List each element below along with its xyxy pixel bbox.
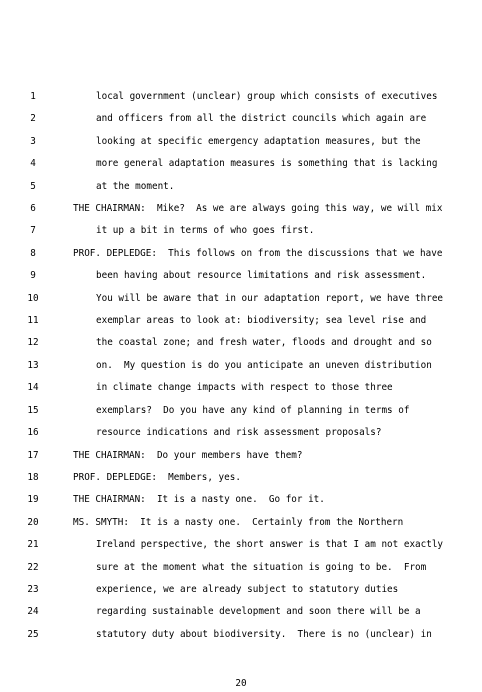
line-text: THE CHAIRMAN: It is a nasty one. Go for it.	[73, 494, 325, 506]
line-number: 24	[27, 606, 39, 618]
line-text: looking at specific emergency adaptation measures, but the	[96, 135, 421, 147]
line-number: 19	[27, 494, 39, 506]
transcript-line	[0, 380, 482, 402]
line-number: 15	[27, 404, 39, 416]
line-text: sure at the moment what the situation is going to be. From	[96, 561, 427, 573]
line-number: 10	[27, 292, 39, 304]
line-number: 21	[27, 539, 39, 551]
transcript-line	[0, 560, 482, 582]
line-number: 14	[27, 382, 39, 394]
line-number: 23	[27, 583, 39, 595]
page-number: 20	[235, 678, 247, 689]
line-text: on. My question is do you anticipate an uneven distribution	[96, 359, 432, 371]
transcript-line	[0, 156, 482, 178]
line-text: regarding sustainable development and soon there will be a	[96, 606, 421, 618]
line-text: and officers from all the district councils which again are	[96, 113, 427, 125]
line-number: 13	[27, 359, 39, 371]
line-number: 3	[30, 135, 36, 147]
line-number: 20	[27, 516, 39, 528]
line-text: Ireland perspective, the short answer is that I am not exactly	[96, 539, 444, 551]
transcript-line	[0, 515, 482, 537]
line-number: 16	[27, 427, 39, 439]
line-text: THE CHAIRMAN: Do your members have them?	[73, 449, 303, 461]
line-text: PROF. DEPLEDGE: Members, yes.	[73, 471, 241, 483]
line-number: 8	[30, 247, 36, 259]
transcript-line	[0, 627, 482, 649]
transcript-line	[0, 448, 482, 470]
line-text: been having about resource limitations and risk assessment.	[96, 270, 427, 282]
transcript-line	[0, 223, 482, 245]
line-number: 12	[27, 337, 39, 349]
transcript-line	[0, 111, 482, 133]
transcript-line	[0, 604, 482, 626]
transcript-line	[0, 470, 482, 492]
transcript-line	[0, 403, 482, 425]
line-text: THE CHAIRMAN: Mike? As we are always going this way, we will mix	[73, 203, 443, 215]
line-text: exemplar areas to look at: biodiversity; sea level rise and	[96, 315, 427, 327]
line-number: 6	[30, 203, 36, 215]
transcript-line	[0, 134, 482, 156]
transcript-line	[0, 492, 482, 514]
line-number: 7	[30, 225, 36, 237]
line-text: more general adaptation measures is something that is lacking	[96, 158, 438, 170]
transcript-line	[0, 537, 482, 559]
transcript-line	[0, 313, 482, 335]
transcript-lines	[0, 89, 482, 649]
transcript-line	[0, 291, 482, 313]
line-text: resource indications and risk assessment proposals?	[96, 427, 382, 439]
transcript-line	[0, 246, 482, 268]
line-text: You will be aware that in our adaptation report, we have three	[96, 292, 444, 304]
line-number: 4	[30, 158, 36, 170]
transcript-line	[0, 201, 482, 223]
line-text: experience, we are already subject to statutory duties	[96, 583, 399, 595]
line-text: it up a bit in terms of who goes first.	[96, 225, 315, 237]
line-number: 17	[27, 449, 39, 461]
transcript-line	[0, 89, 482, 111]
line-number: 9	[30, 270, 36, 282]
line-text: at the moment.	[96, 180, 175, 192]
line-number: 11	[27, 315, 39, 327]
transcript-line	[0, 268, 482, 290]
line-text: the coastal zone; and fresh water, floods and drought and so	[96, 337, 432, 349]
transcript-line	[0, 335, 482, 357]
line-text: local government (unclear) group which consists of executives	[96, 91, 438, 102]
line-number: 22	[27, 561, 39, 573]
transcript-line	[0, 358, 482, 380]
line-text: PROF. DEPLEDGE: This follows on from the discussions that we have	[73, 247, 443, 259]
transcript-line	[0, 179, 482, 201]
line-number: 18	[27, 471, 39, 483]
line-number: 2	[30, 113, 36, 125]
line-number: 1	[30, 91, 36, 102]
transcript-line	[0, 425, 482, 447]
line-number: 5	[30, 180, 36, 192]
line-text: MS. SMYTH: It is a nasty one. Certainly from the Northern	[73, 516, 404, 528]
line-text: statutory duty about biodiversity. There is no (unclear) in	[96, 628, 432, 640]
transcript-line	[0, 582, 482, 604]
line-text: exemplars? Do you have any kind of planning in terms of	[96, 404, 410, 416]
line-number: 25	[27, 628, 39, 640]
line-text: in climate change impacts with respect to those three	[96, 382, 393, 394]
